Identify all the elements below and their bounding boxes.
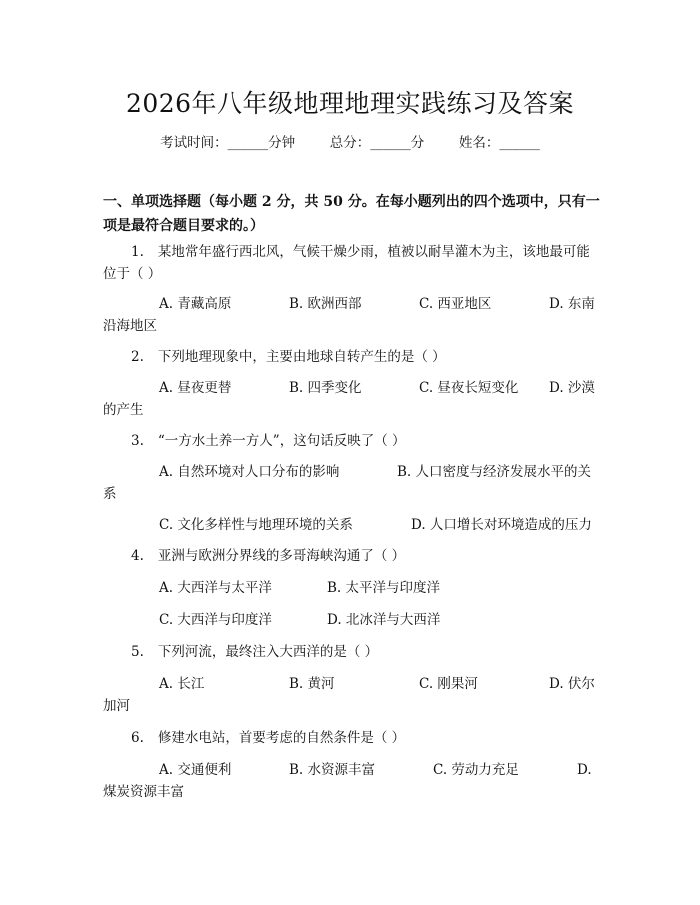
question-text: 下列地理现象中，主要由地球自转产生的是（ ） [157,349,446,365]
option-c: C. 西亚地区 [419,296,492,312]
total-score-blank: ______ [370,135,411,151]
question-3-options [103,461,599,483]
exam-time-blank: ______ [227,135,269,151]
option-c: C. 劳动力充足 [433,762,519,778]
student-name-blank: ______ [499,135,540,151]
option-a: A. 自然环境对人口分布的影响 [159,464,340,480]
exam-time-unit: 分钟 [268,135,296,151]
question-4 [103,545,599,567]
option-a: A. 交通便利 [159,762,232,778]
question-number: 4. [131,548,144,564]
question-6 [103,727,599,749]
question-number: 5. [131,644,144,660]
question-text: 某地常年盛行西北风，气候干燥少雨，植被以耐旱灌木为主，该地最可能位于（ ） [103,244,590,282]
question-6-options [103,759,599,781]
total-score-label: 总分： [329,135,371,151]
option-a: A. 长江 [159,676,205,692]
option-wrap-text: 沿海地区 [103,318,157,334]
question-1-options [103,293,599,315]
question-4-options [103,577,599,599]
question-5-options [103,673,599,695]
question-3 [103,430,599,452]
option-d: D. 沙漠 [549,380,595,396]
option-a: A. 大西洋与太平洋 [159,580,272,596]
option-a: A. 青藏高原 [159,296,232,312]
option-a: A. 昼夜更替 [159,380,232,396]
section-heading: 一、单项选择题（每小题 2 分，共 50 分。在每小题列出的四个选项中，只有一项是最符合题目要求的。） [103,194,600,234]
option-c: C. 文化多样性与地理环境的关系 [159,517,353,533]
student-name-label: 姓名： [458,135,500,151]
option-c: C. 刚果河 [419,676,478,692]
question-4-options-row-2 [103,609,599,631]
option-b: B. 四季变化 [289,380,362,396]
option-wrap-text: 煤炭资源丰富 [103,784,184,800]
option-b: B. 黄河 [289,676,335,692]
exam-info-line [0,131,700,151]
option-d: D. 人口增长对环境造成的压力 [411,517,592,533]
question-5 [103,641,599,663]
option-wrap-text: 的产生 [103,402,144,418]
option-b: B. 欧洲西部 [289,296,362,312]
question-text: 修建水电站，首要考虑的自然条件是（ ） [157,730,406,746]
question-1 [103,241,599,285]
option-c: C. 昼夜长短变化 [419,380,519,396]
question-text: 下列河流，最终注入大西洋的是（ ） [157,644,379,660]
question-text: 亚洲与欧洲分界线的多哥海峡沟通了（ ） [157,548,406,564]
question-number: 1. [131,244,144,260]
question-number: 6. [131,730,144,746]
exam-time-label: 考试时间： [160,135,228,151]
question-number: 2. [131,349,144,365]
question-text: “一方水土养一方人”，这句话反映了（ ） [157,433,406,449]
option-wrap-text: 系 [103,486,117,502]
option-d: D. 东南 [549,296,595,312]
option-b: B. 人口密度与经济发展水平的关 [397,464,592,480]
question-number: 3. [131,433,144,449]
option-wrap-text: 加河 [103,698,130,714]
total-score-unit: 分 [410,135,425,151]
option-b: B. 太平洋与印度洋 [327,580,441,596]
question-2 [103,346,599,368]
question-2-options [103,377,599,399]
option-c: C. 大西洋与印度洋 [159,612,272,628]
question-3-options-row-2 [103,514,599,536]
document-title: 2026年八年级地理地理实践练习及答案 [125,89,575,118]
option-d: D. 伏尔 [549,676,595,692]
option-b: B. 水资源丰富 [289,762,376,778]
option-d: D. [577,762,592,778]
option-d: D. 北冰洋与大西洋 [327,612,441,628]
